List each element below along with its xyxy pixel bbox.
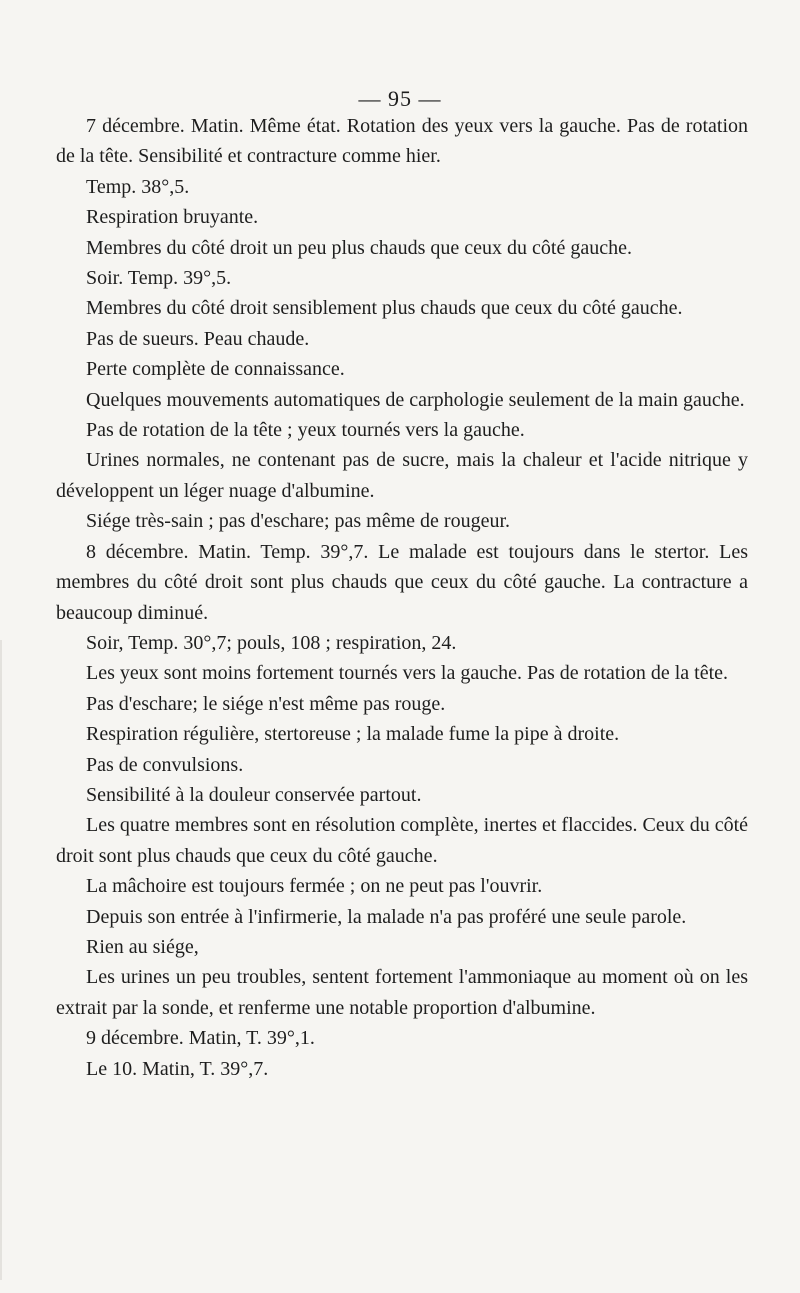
paragraph: La mâchoire est toujours fermée ; on ne peut pas l'ouvrir.: [86, 875, 543, 898]
paragraph: Soir, Temp. 30°,7; pouls, 108 ; respiration, 24.: [86, 631, 457, 654]
paragraph: Pas de convulsions.: [86, 753, 244, 776]
paragraph: Temp. 38°,5.: [86, 175, 190, 198]
paragraph: Respiration bruyante.: [86, 206, 259, 229]
paragraph: Perte complète de connaissance.: [86, 358, 345, 381]
paragraph: Pas de sueurs. Peau chaude.: [86, 327, 310, 350]
paragraph: Soir. Temp. 39°,5.: [86, 267, 232, 290]
paragraph: Depuis son entrée à l'infirmerie, la malade n'a pas proféré une seule parole.: [86, 905, 687, 928]
paragraph: Rien au siége,: [86, 935, 199, 958]
paragraph: 8 décembre. Matin. Temp. 39°,7. Le malade est toujours dans le stertor. Les membres du côté droit sont plus chauds que ceux du côté gauche. La contracture a beaucoup diminué.: [56, 540, 748, 624]
paragraph: Respiration régulière, stertoreuse ; la malade fume la pipe à droite.: [86, 723, 620, 746]
paragraph: Les urines un peu troubles, sentent fortement l'ammoniaque au moment où on les extrait par la sonde, et renferme une notable proportion d'albumine.: [56, 966, 748, 1019]
paragraph: Membres du côté droit sensiblement plus chauds que ceux du côté gauche.: [86, 297, 683, 320]
paragraph: Pas d'eschare; le siége n'est même pas rouge.: [86, 692, 446, 715]
paragraph: 9 décembre. Matin, T. 39°,1.: [86, 1027, 315, 1050]
paragraph: Pas de rotation de la tête ; yeux tournés vers la gauche.: [86, 419, 525, 442]
paragraph: Le 10. Matin, T. 39°,7.: [86, 1057, 269, 1080]
page-edge-shadow: [0, 640, 2, 1280]
body-text: [56, 111, 748, 1084]
paragraph: Quelques mouvements automatiques de carphologie seulement de la main gauche.: [86, 388, 745, 411]
paragraph: Siége très-sain ; pas d'eschare; pas même de rougeur.: [86, 510, 511, 533]
paragraph: 7 décembre. Matin. Même état. Rotation des yeux vers la gauche. Pas de rotation de la tête. Sensibilité et contracture comme hier.: [56, 115, 748, 168]
page-number: — 95 —: [358, 86, 442, 111]
paragraph: Urines normales, ne contenant pas de sucre, mais la chaleur et l'acide nitrique y développent un léger nuage d'albumine.: [56, 449, 748, 502]
paragraph: Les quatre membres sont en résolution complète, inertes et flaccides. Ceux du côté droit sont plus chauds que ceux du côté gauche.: [56, 814, 749, 867]
paragraph: Sensibilité à la douleur conservée partout.: [86, 783, 422, 806]
paragraph: Membres du côté droit un peu plus chauds que ceux du côté gauche.: [86, 236, 632, 259]
paragraph: Les yeux sont moins fortement tournés vers la gauche. Pas de rotation de la tête.: [86, 662, 729, 685]
